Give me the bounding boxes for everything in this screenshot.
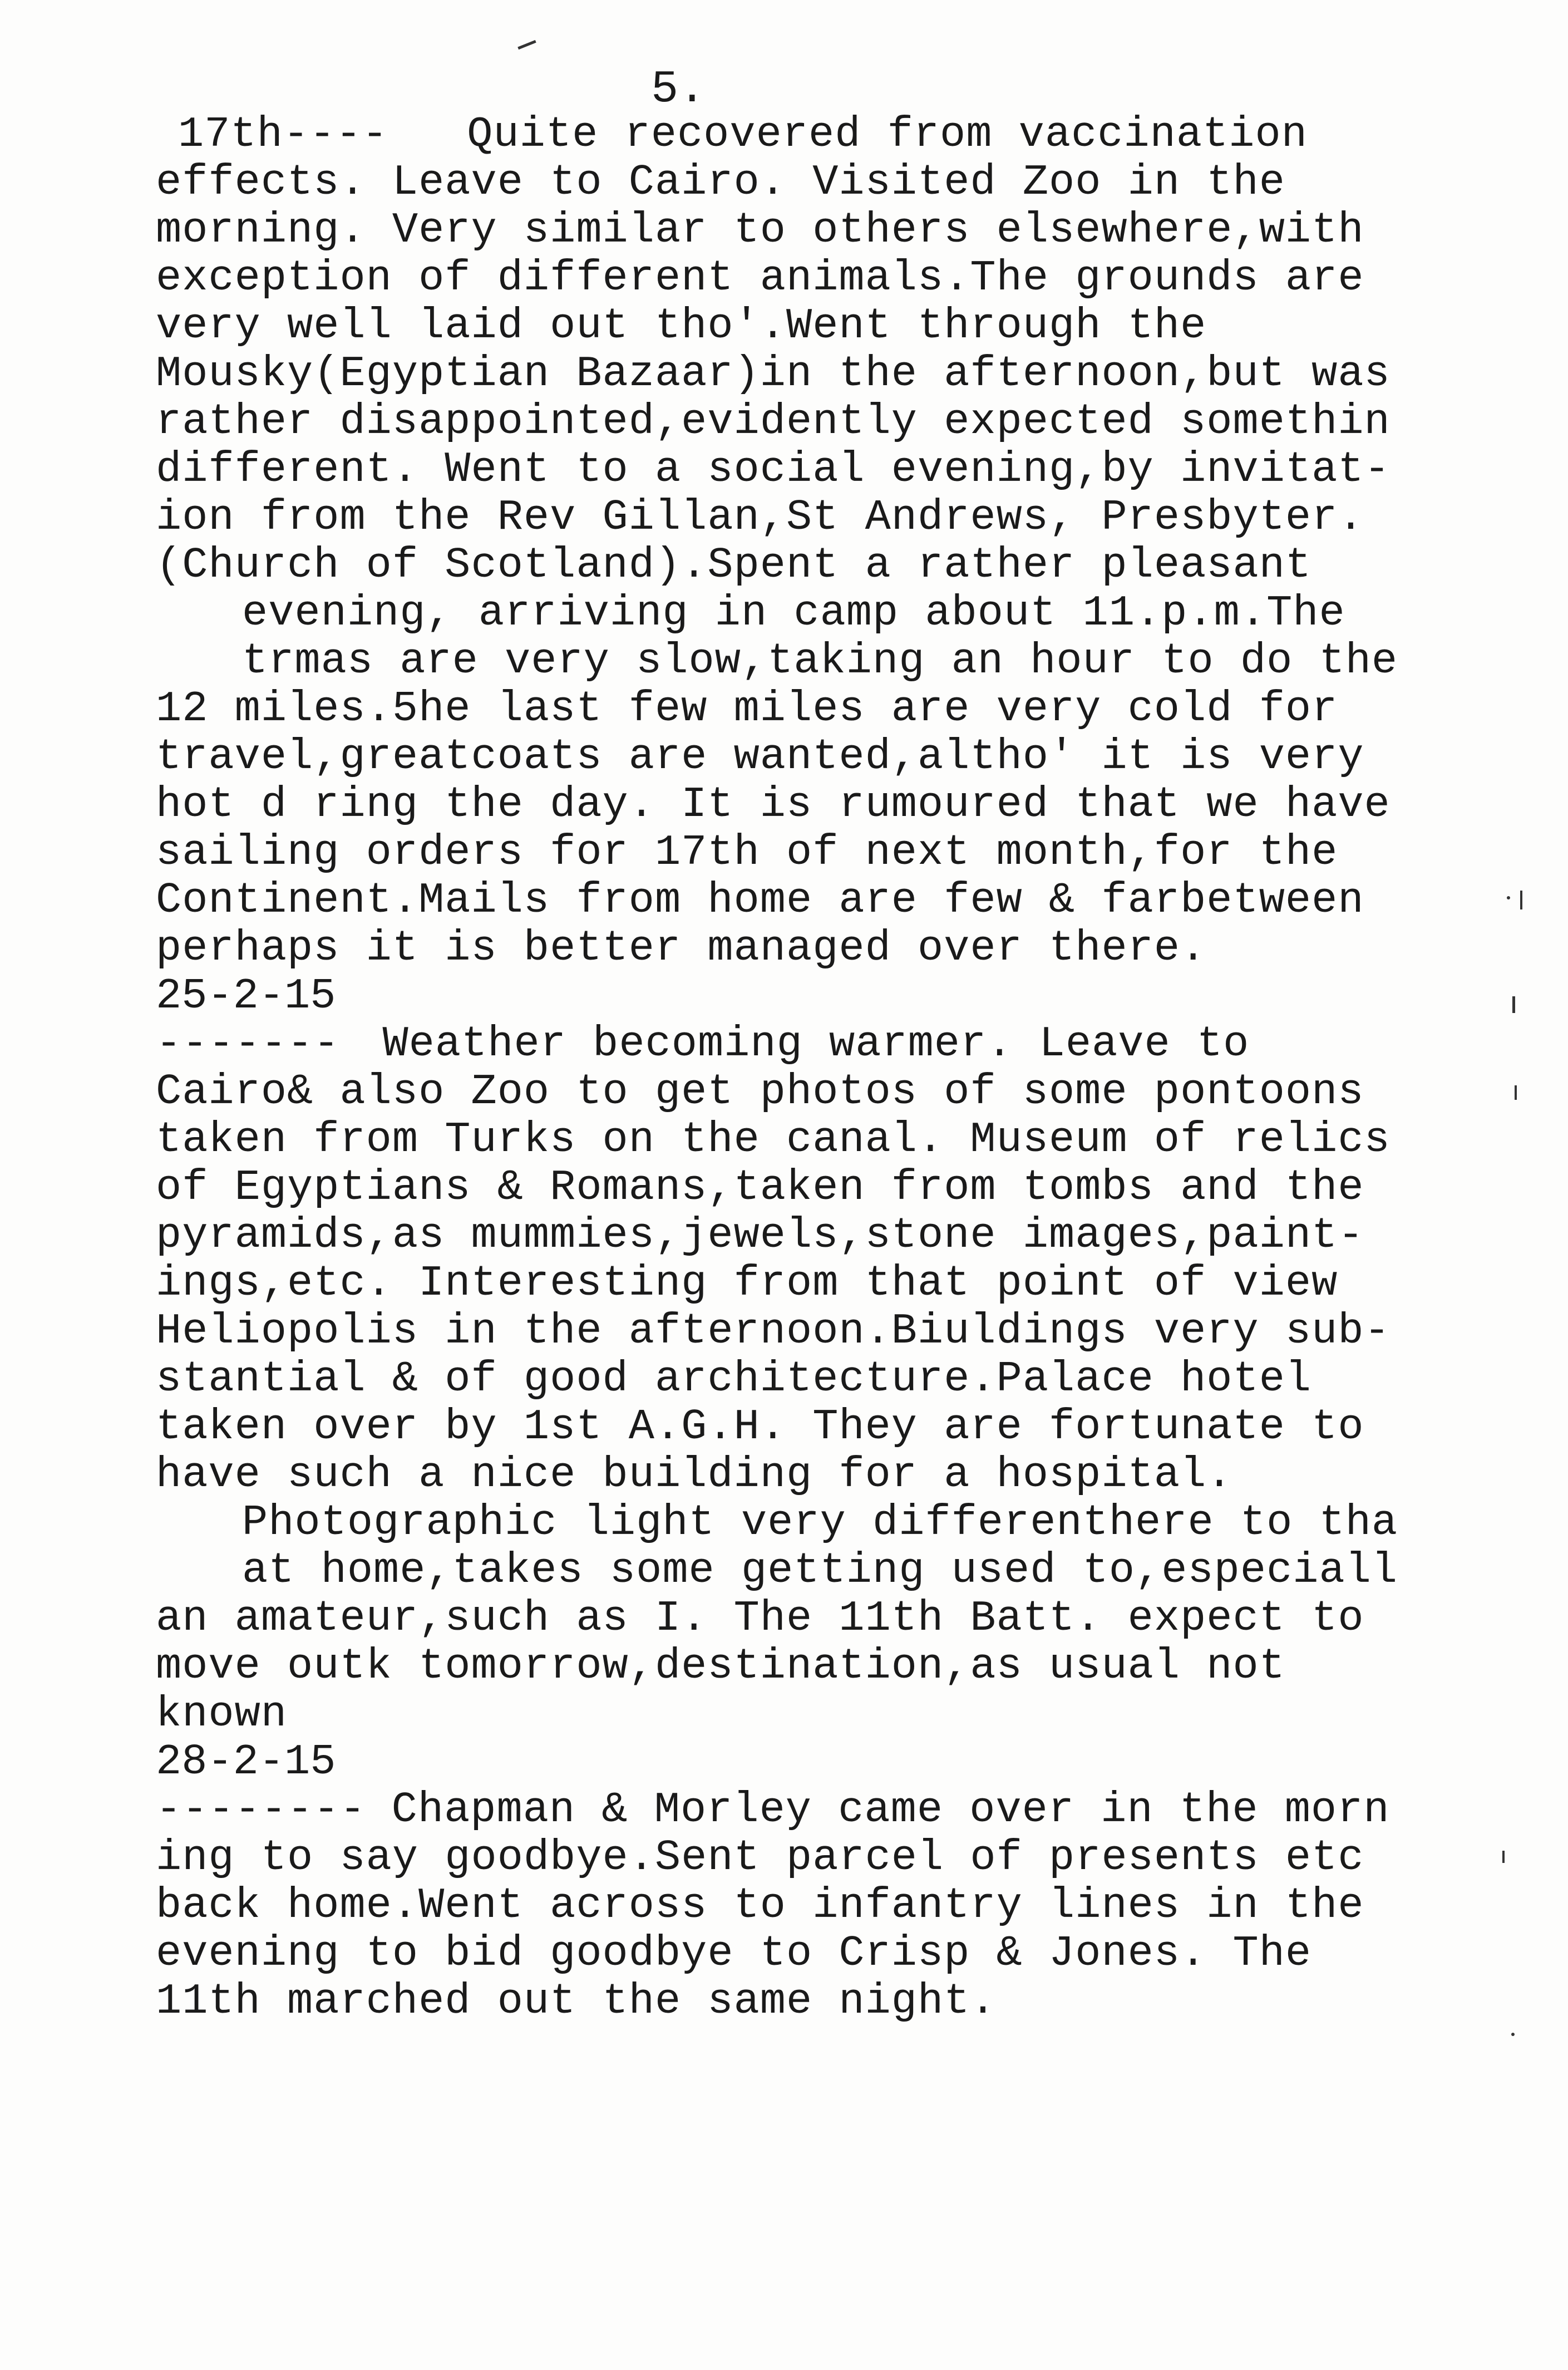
entry-line: Heliopolis in the afternoon.Biuldings very sub-: [156, 1307, 1391, 1356]
entry-line: taken from Turks on the canal. Museum of relics: [156, 1116, 1391, 1164]
entry-line: ion from the Rev Gillan,St Andrews, Presbyter.: [156, 494, 1364, 542]
margin-mark: [1520, 891, 1522, 909]
diary-entry-17th: [156, 111, 1547, 973]
margin-mark: [1511, 2033, 1515, 2036]
entry-line: sailing orders for 17th of next month,for the: [156, 829, 1338, 877]
entry-line: very well laid out tho'.Went through the: [156, 302, 1207, 351]
entry-line: taken over by 1st A.G.H. They are fortunate to: [156, 1403, 1364, 1452]
entry-line: ing to say goodbye.Sent parcel of presents etc: [156, 1834, 1364, 1882]
diary-entry-28-2-15: [156, 1739, 1547, 2026]
entry-line: Mousky(Egyptian Bazaar)in the afternoon,but was: [156, 350, 1391, 399]
entry-line: 11th marched out the same night.: [156, 1978, 997, 2026]
entry-line: effects. Leave to Cairo. Visited Zoo in the: [156, 159, 1285, 207]
margin-mark: [1515, 1085, 1517, 1100]
entry-first-line: [156, 1787, 1547, 1835]
entry-line: perhaps it is better managed over there.: [156, 925, 1207, 973]
entry-line: Chapman & Morley came over in the morn: [391, 1786, 1390, 1835]
entry-line: evening, arriving in camp about 11.p.m.The: [242, 589, 1345, 638]
entry-line: exception of different animals.The grounds are: [156, 254, 1364, 303]
entry-line: stantial & of good architecture.Palace hotel: [156, 1355, 1312, 1404]
entry-line: (Church of Scotland).Spent a rather pleasant: [156, 542, 1312, 590]
entry-line: travel,greatcoats are wanted,altho' it is very: [156, 733, 1364, 781]
stray-mark: [517, 40, 536, 50]
entry-line: trmas are very slow,taking an hour to do the: [242, 637, 1398, 686]
entry-line: different. Went to a social evening,by invitat-: [156, 446, 1391, 494]
margin-mark: [1512, 996, 1515, 1013]
entry-line: of Egyptians & Romans,taken from tombs and the: [156, 1164, 1364, 1212]
entry-line: 12 miles.5he last few miles are very cold for: [156, 685, 1338, 734]
entry-line: Photographic light very differenthere to tha: [242, 1499, 1398, 1547]
date-underline: --------: [156, 1786, 366, 1835]
entry-line: evening to bid goodbye to Crisp & Jones. The: [156, 1930, 1312, 1978]
entry-line: ings,etc. Interesting from that point of view: [156, 1260, 1338, 1308]
entry-line: morning. Very similar to others elsewhere,with: [156, 206, 1364, 255]
entry-line: Continent.Mails from home are few & farbetween: [156, 877, 1364, 925]
entry-line: known: [156, 1690, 288, 1739]
entry-line: Weather becoming warmer. Leave to: [382, 1020, 1250, 1069]
entry-line: at home,takes some getting used to,especiall: [242, 1547, 1398, 1595]
entry-line: an amateur,such as I. The 11th Batt. expect to: [156, 1595, 1364, 1643]
entry-date: 25-2-15: [156, 972, 336, 1021]
entry-first-line: [156, 1021, 1547, 1069]
diary-entries: [156, 111, 1547, 2026]
entry-line: rather disappointed,evidently expected somethin: [156, 398, 1391, 446]
entry-line: Cairo& also Zoo to get photos of some pontoons: [156, 1068, 1364, 1117]
margin-mark: [1507, 896, 1510, 899]
date-underline: -------: [156, 1020, 340, 1069]
entry-line: pyramids,as mummies,jewels,stone images,paint-: [156, 1212, 1364, 1260]
entry-line: hot d ring the day. It is rumoured that we have: [156, 781, 1391, 829]
page-number: 5.: [651, 63, 706, 115]
entry-line: back home.Went across to infantry lines in the: [156, 1882, 1364, 1930]
entry-line: move outk tomorrow,destination,as usual not: [156, 1643, 1285, 1691]
entry-date: 28-2-15: [156, 1738, 336, 1787]
entry-line: 17th---- Quite recovered from vaccination: [178, 111, 1308, 159]
entry-line: have such a nice building for a hospital.: [156, 1451, 1233, 1499]
margin-mark: [1502, 1851, 1505, 1863]
diary-entry-25-2-15: [156, 973, 1547, 1739]
